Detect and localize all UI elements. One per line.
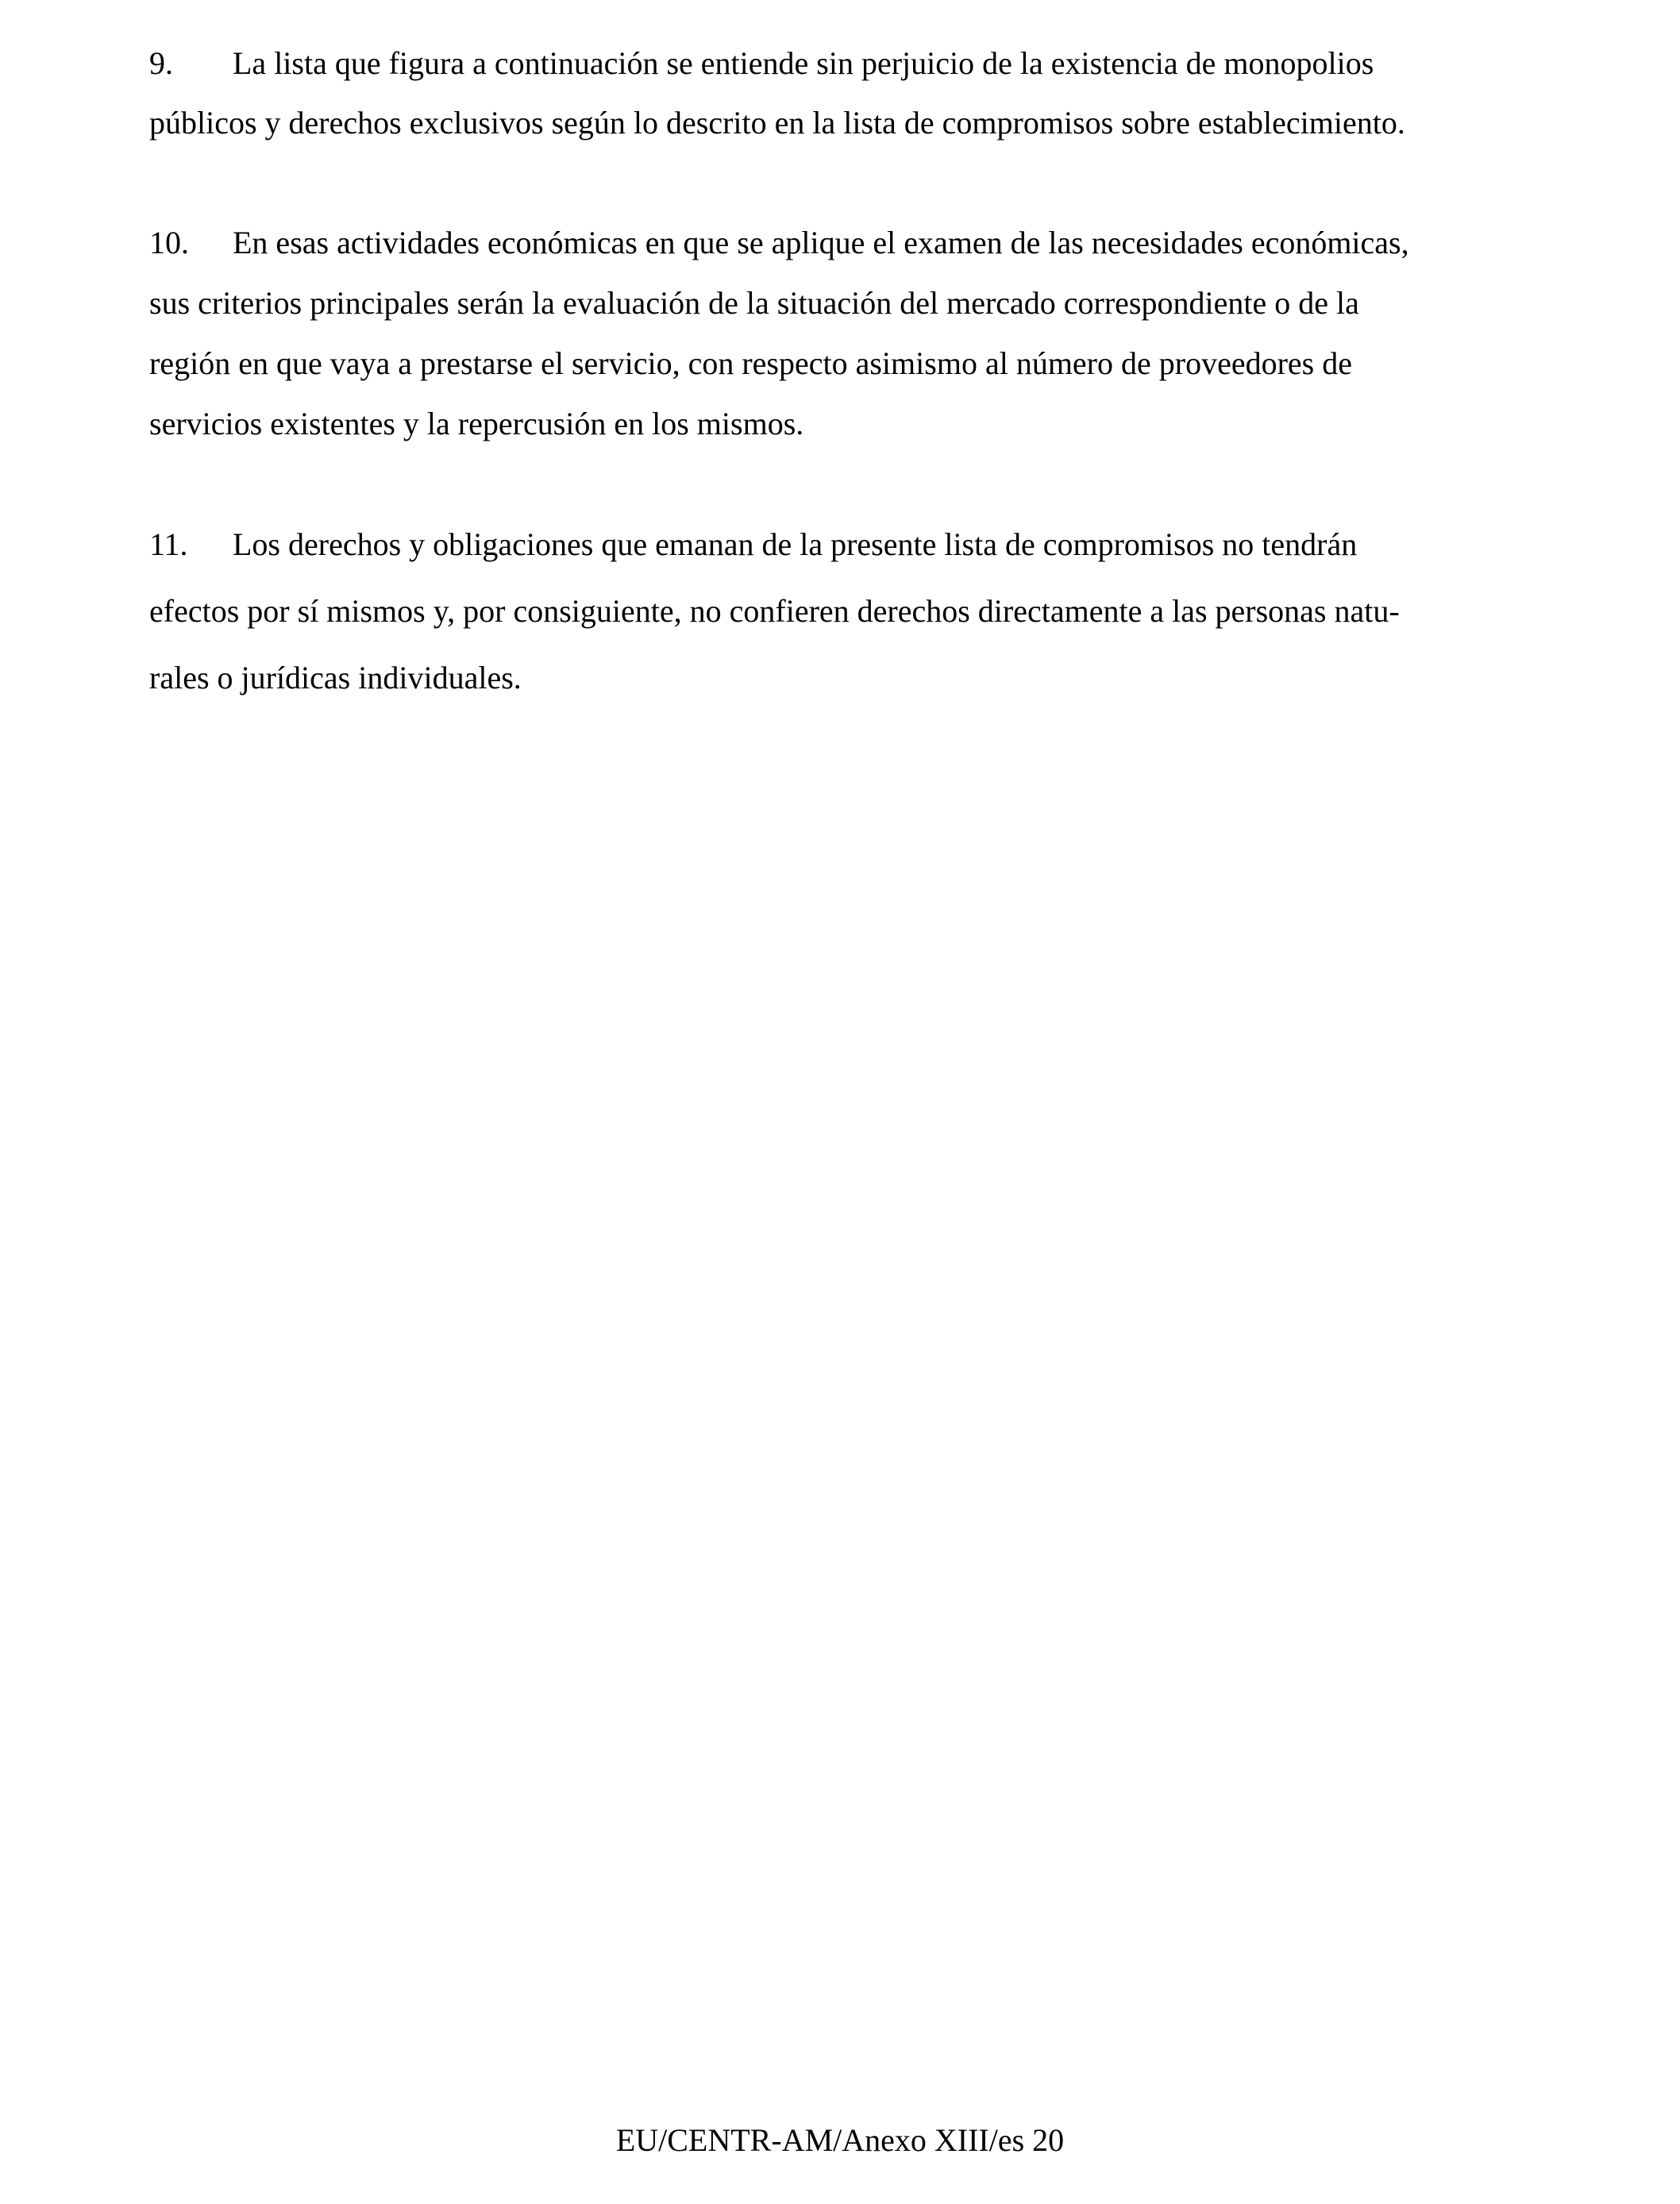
paragraph-11-line-3: [149, 659, 522, 697]
paragraph-number: 10.: [149, 225, 189, 260]
paragraph-10-line-4: [149, 405, 803, 443]
paragraph-text: servicios existentes y la repercusión en los mismos.: [149, 406, 804, 441]
paragraph-11-line-1: [149, 526, 1357, 564]
paragraph-11-line-2: [149, 592, 1400, 630]
paragraph-text: efectos por sí mismos y, por consiguiente, no confieren derechos directamente a las personas natu-: [149, 593, 1400, 629]
paragraph-text: En esas actividades económicas en que se aplique el examen de las necesidades económicas,: [233, 225, 1409, 260]
paragraph-text: públicos y derechos exclusivos según lo descrito en la lista de compromisos sobre establecimiento.: [149, 105, 1405, 141]
paragraph-text: región en que vaya a prestarse el servicio, con respecto asimismo al número de proveedores de: [149, 345, 1352, 381]
paragraph-text: rales o jurídicas individuales.: [149, 660, 522, 695]
paragraph-9-line-1: [149, 44, 1374, 83]
paragraph-10-line-3: [149, 345, 1352, 383]
paragraph-9-line-2: [149, 104, 1405, 142]
paragraph-text: La lista que figura a continuación se entiende sin perjuicio de la existencia de monopolios: [233, 45, 1374, 81]
paragraph-number: 9.: [149, 45, 173, 81]
paragraph-text: sus criterios principales serán la evaluación de la situación del mercado correspondiente o de la: [149, 285, 1359, 321]
paragraph-10-line-2: [149, 284, 1359, 322]
page-footer-reference: EU/CENTR-AM/Anexo XIII/es 20: [615, 2122, 1065, 2158]
paragraph-text: Los derechos y obligaciones que emanan de la presente lista de compromisos no tendrán: [233, 526, 1358, 562]
paragraph-10-line-1: [149, 224, 1409, 262]
paragraph-number: 11.: [149, 526, 188, 562]
